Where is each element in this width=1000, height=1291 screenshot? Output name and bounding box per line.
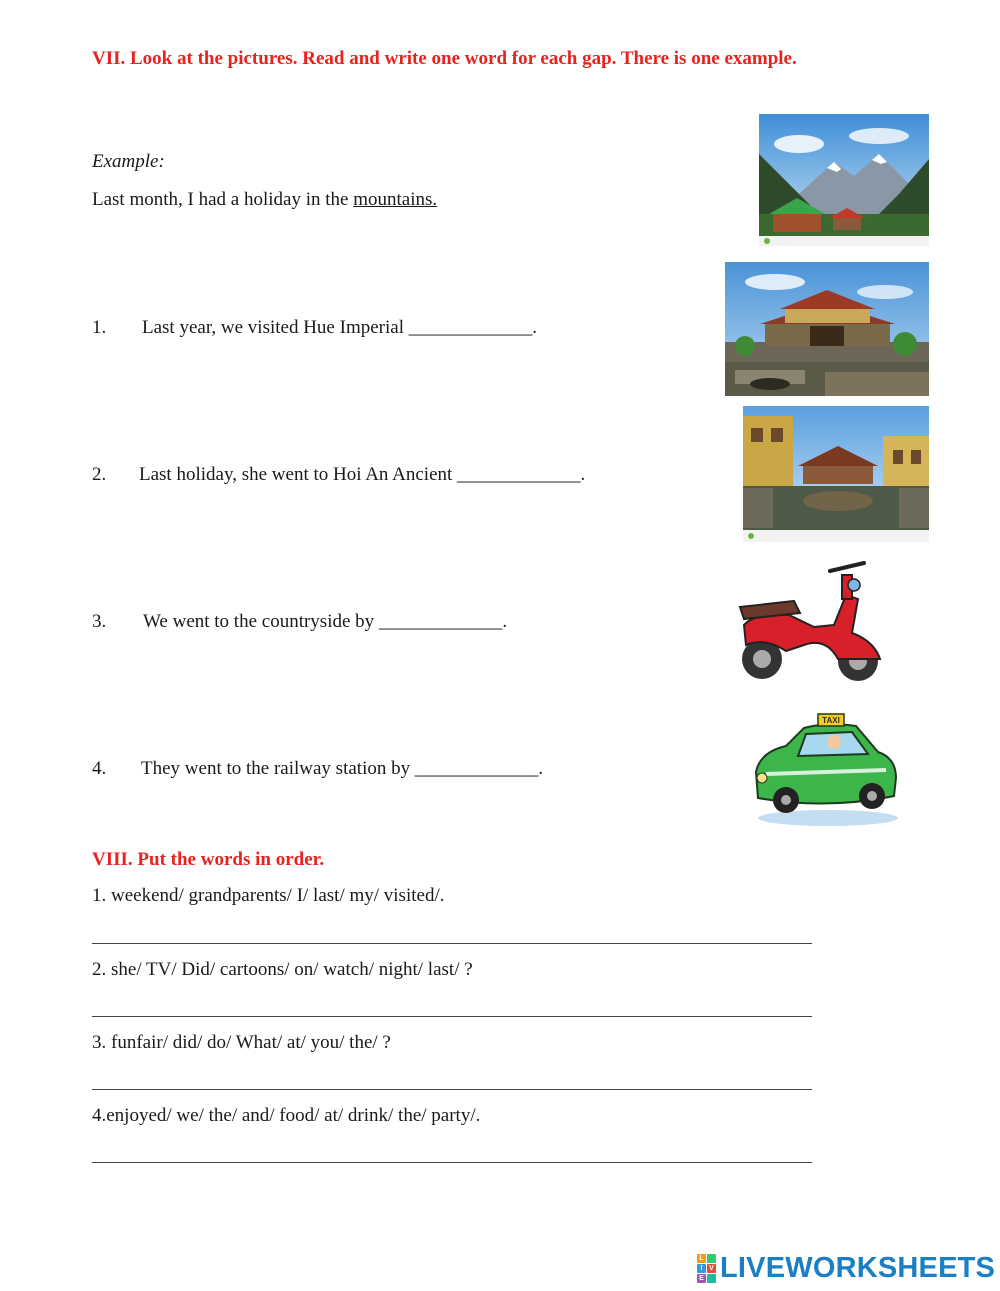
taxi-sign-text: TAXI xyxy=(822,716,840,725)
section-7-heading: VII. Look at the pictures. Read and write one word for each gap. There is one example. xyxy=(92,48,797,69)
item-number: 4. xyxy=(92,758,107,779)
section-8-heading: VIII. Put the words in order. xyxy=(92,849,325,870)
item-number: 3. xyxy=(92,611,107,632)
answer-line-4[interactable] xyxy=(92,1162,812,1163)
hoi-an-bridge-photo xyxy=(743,406,929,542)
order-item-1: 1. weekend/ grandparents/ I/ last/ my/ visited/. xyxy=(92,885,445,906)
logo-letter: I xyxy=(697,1264,706,1273)
item-text: Last holiday, she went to Hoi An Ancient _____________. xyxy=(139,464,586,485)
logo-mark-icon xyxy=(697,1254,716,1283)
item-number: 2. xyxy=(92,464,107,485)
example-sentence xyxy=(92,189,437,211)
gap-item-3 xyxy=(92,611,508,633)
brand-name: LIVEWORKSHEETS xyxy=(720,1252,996,1284)
answer-line-2[interactable] xyxy=(92,1016,812,1017)
gap-item-1 xyxy=(92,317,537,339)
logo-letter: L xyxy=(697,1254,706,1263)
hue-imperial-citadel-photo xyxy=(725,262,929,396)
order-item-3: 3. funfair/ did/ do/ What/ at/ you/ the/ ? xyxy=(92,1032,391,1053)
example-label: Example: xyxy=(92,151,165,172)
green-taxi-icon xyxy=(746,712,906,830)
red-motorbike-icon xyxy=(734,555,886,687)
item-text: Last year, we visited Hue Imperial _____________. xyxy=(142,317,537,338)
gap-item-2 xyxy=(92,464,586,486)
logo-letter: E xyxy=(697,1274,706,1283)
item-text: We went to the countryside by _____________. xyxy=(143,611,508,632)
logo-tile xyxy=(707,1274,716,1283)
item-text: They went to the railway station by _____________. xyxy=(141,758,544,779)
mountain-village-photo xyxy=(759,114,929,246)
example-sentence-text: Last month, I had a holiday in the xyxy=(92,189,354,210)
liveworksheets-logo xyxy=(697,1252,995,1285)
logo-tile xyxy=(707,1254,716,1263)
answer-line-1[interactable] xyxy=(92,943,812,944)
example-answer: mountains. xyxy=(353,189,438,210)
gap-item-4 xyxy=(92,758,544,780)
order-item-2: 2. she/ TV/ Did/ cartoons/ on/ watch/ night/ last/ ? xyxy=(92,959,473,980)
answer-line-3[interactable] xyxy=(92,1089,812,1090)
logo-letter: V xyxy=(707,1264,716,1273)
order-item-4: 4.enjoyed/ we/ the/ and/ food/ at/ drink/ the/ party/. xyxy=(92,1105,481,1126)
item-number: 1. xyxy=(92,317,107,338)
